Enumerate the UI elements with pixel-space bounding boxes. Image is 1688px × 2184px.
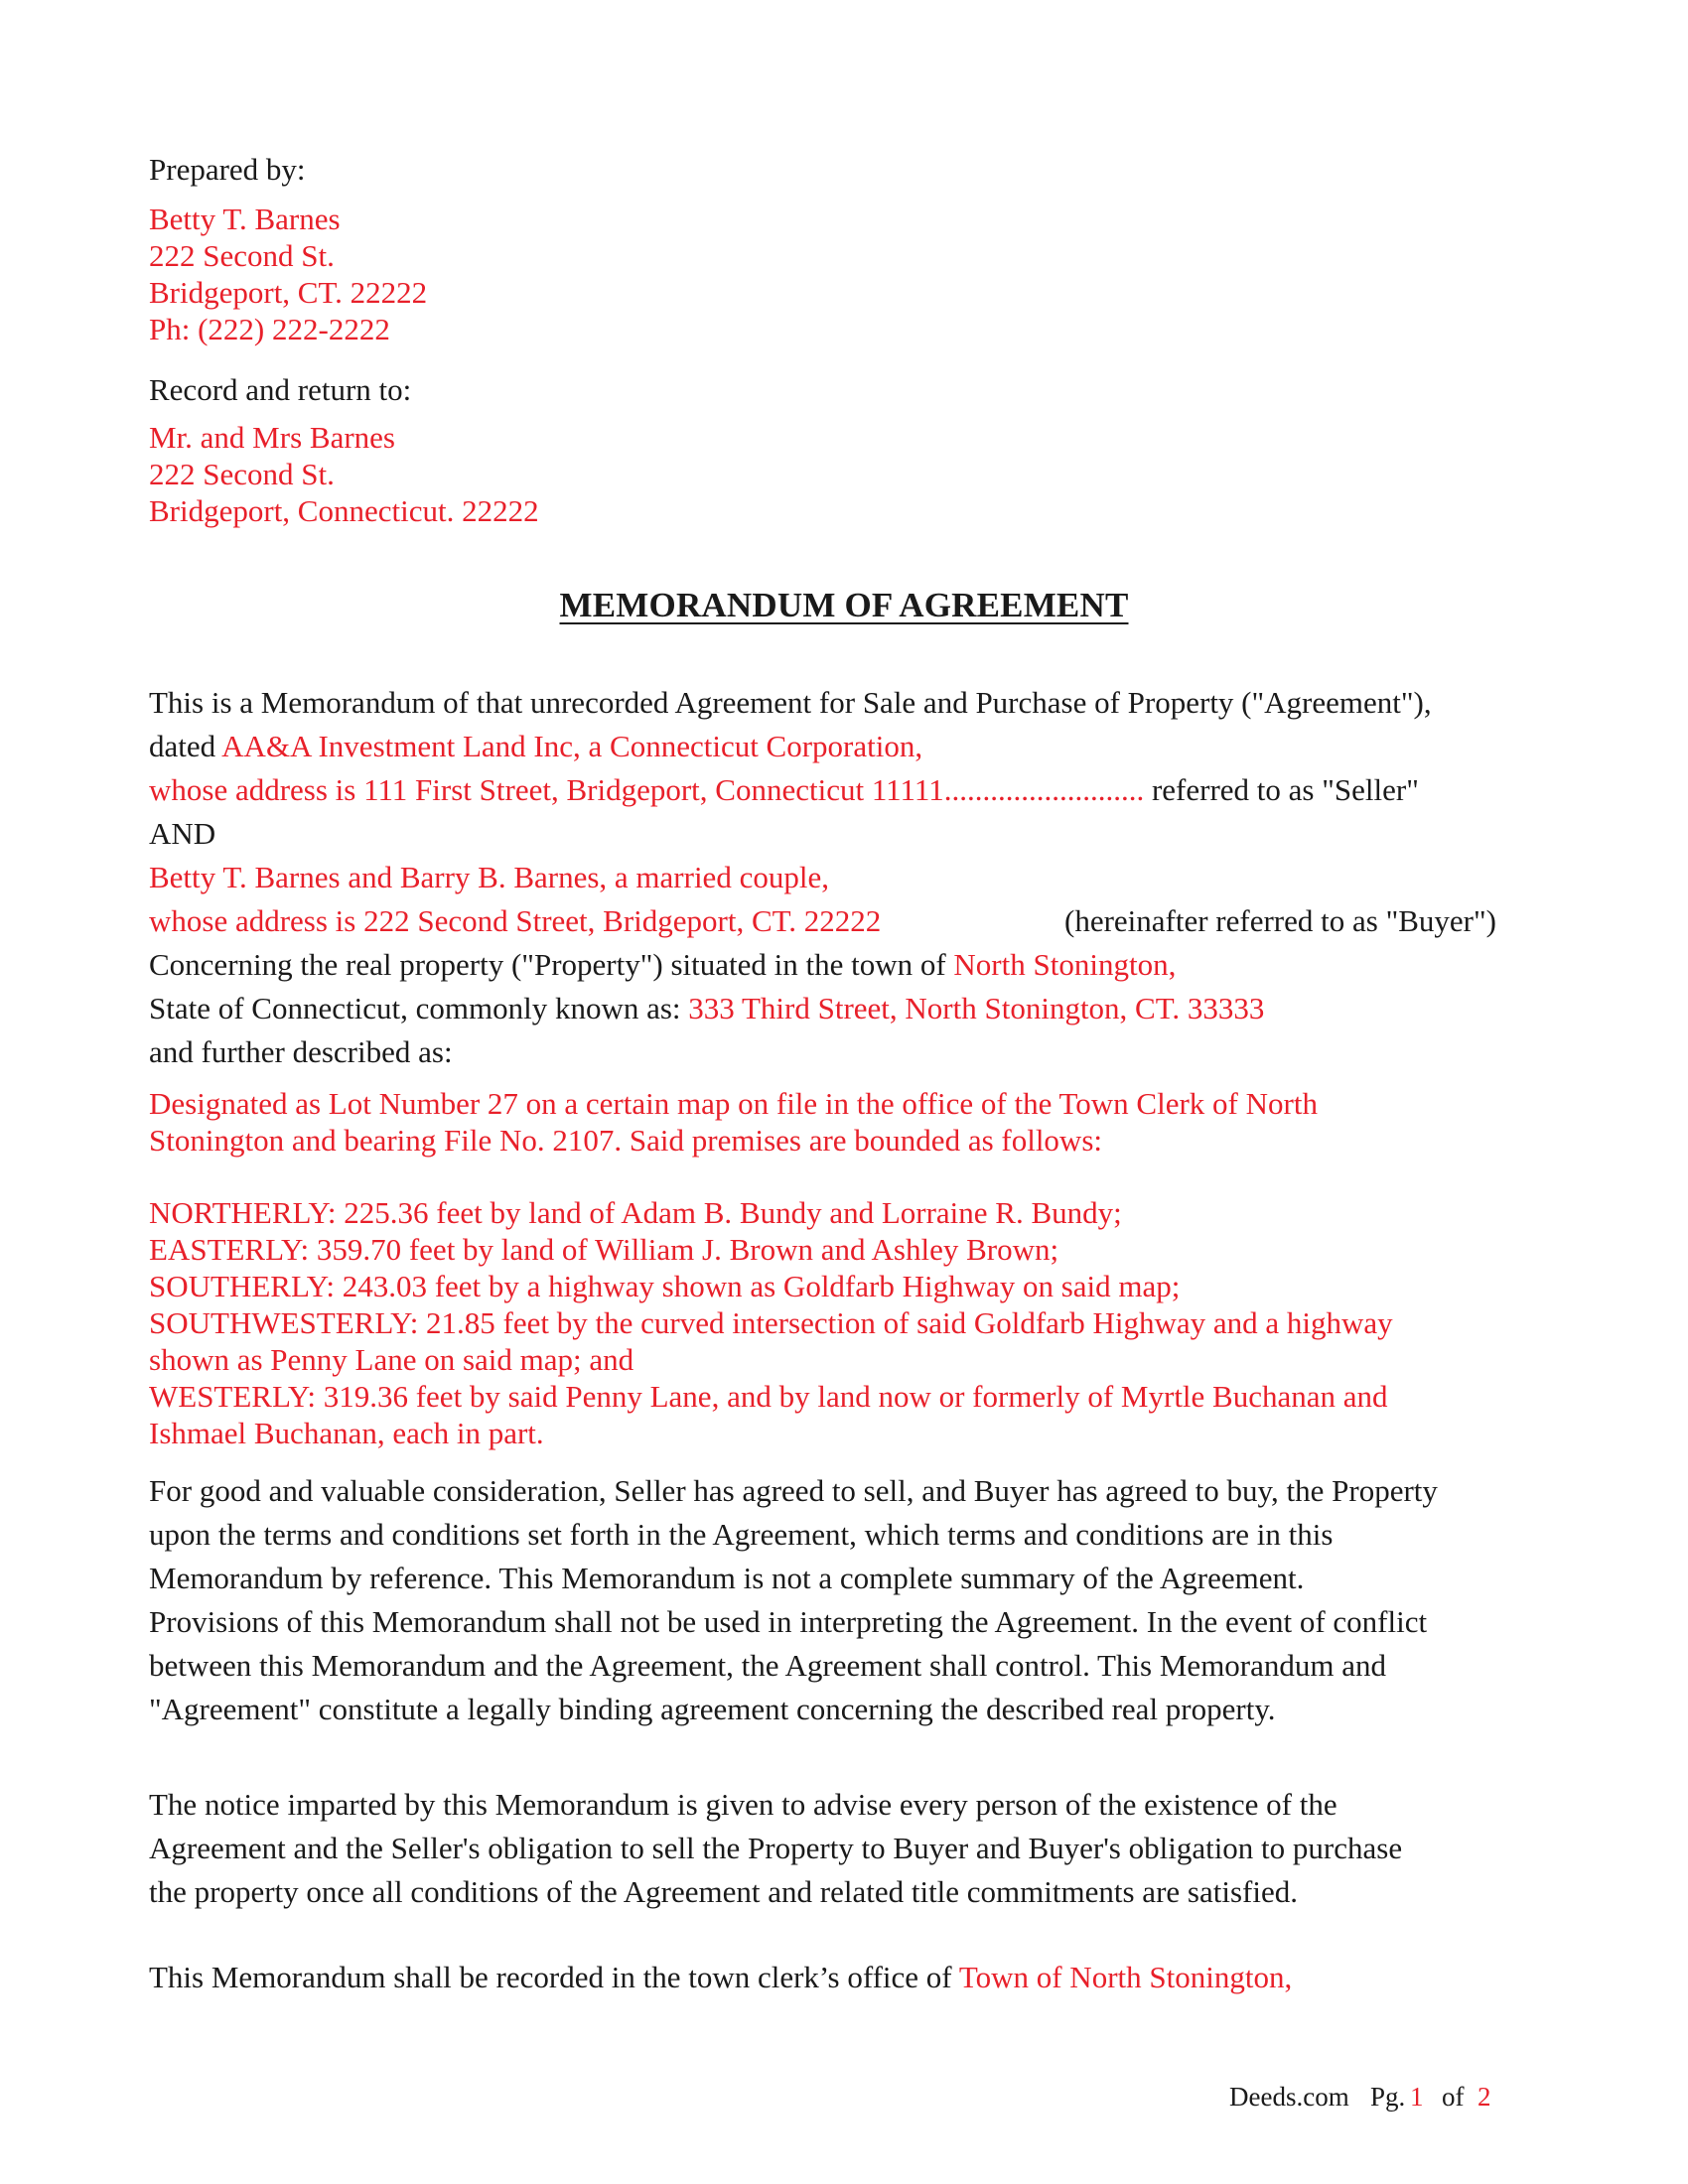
bound-line: NORTHERLY: 225.36 feet by land of Adam B. Bundy and Lorraine R. Bundy; [149,1195,1122,1230]
property-address: 333 Third Street, North Stonington, CT. 33333 [688,991,1265,1025]
paragraph-line: "Agreement" constitute a legally binding agreement concerning the described real property. [149,1692,1276,1726]
return-name: Mr. and Mrs Barnes [149,420,395,455]
return-city: Bridgeport, Connecticut. 22222 [149,493,539,528]
preparer-street: 222 Second St. [149,238,335,273]
bounds-list [149,1194,1393,1451]
paragraph-line: Memorandum by reference. This Memorandum is not a complete summary of the Agreement. [149,1561,1305,1595]
paragraph-line: the property once all conditions of the Agreement and related title commitments are satisfied. [149,1874,1298,1909]
preparer-block [149,201,427,347]
return-label: Record and return to: [149,372,412,407]
and-line: AND [149,816,216,851]
paragraph-line: Provisions of this Memorandum shall not be used in interpreting the Agreement. In the event of conflict [149,1604,1428,1639]
dated-label: dated [149,729,222,763]
seller-address: whose address is 111 First Street, Bridgeport, Connecticut 11111.......................... [149,772,1145,807]
paragraph-line: between this Memorandum and the Agreement, the Agreement shall control. This Memorandum and [149,1648,1387,1683]
bound-line: SOUTHWESTERLY: 21.85 feet by the curved intersection of said Goldfarb Highway and a highway [149,1305,1393,1340]
buyer-ref: (hereinafter referred to as "Buyer") [1064,903,1496,938]
bound-line: SOUTHERLY: 243.03 feet by a highway shown as Goldfarb Highway on said map; [149,1269,1181,1303]
return-to-block [149,419,539,529]
recording-town: Town of North Stonington, [958,1960,1293,1994]
buyer-name: Betty T. Barnes and Barry B. Barnes, a married couple, [149,860,829,894]
further-described: and further described as: [149,1034,453,1069]
intro-dated-line [149,728,922,764]
paragraph-line: The notice imparted by this Memorandum is given to advise every person of the existence of the [149,1787,1337,1822]
footer-page-number: 1 [1410,2082,1424,2112]
legal-description [149,1085,1318,1159]
preparer-city: Bridgeport, CT. 22222 [149,275,428,310]
bound-line: shown as Penny Lane on said map; and [149,1342,634,1377]
preparer-name: Betty T. Barnes [149,202,341,236]
preparer-phone: Ph: (222) 222-2222 [149,312,390,346]
footer-page-total: 2 [1477,2082,1491,2112]
bound-line: WESTERLY: 319.36 feet by said Penny Lane, and by land now or formerly of Myrtle Buchanan and [149,1379,1388,1414]
intro-line1: This is a Memorandum of that unrecorded Agreement for Sale and Purchase of Property ("Agreement"), [149,685,1432,720]
consideration-paragraph [149,1469,1438,1731]
return-street: 222 Second St. [149,457,335,491]
paragraph-line: upon the terms and conditions set forth in the Agreement, which terms and conditions are in this [149,1517,1334,1552]
paragraph-line: For good and valuable consideration, Seller has agreed to sell, and Buyer has agreed to buy, the Property [149,1473,1438,1508]
legal-line: Stonington and bearing File No. 2107. Said premises are bounded as follows: [149,1123,1103,1158]
seller-name: AA&A Investment Land Inc, a Connecticut Corporation, [221,729,923,763]
property-address-line [149,990,1264,1026]
bound-line: Ishmael Buchanan, each in part. [149,1416,544,1450]
buyer-address: whose address is 222 Second Street, Bridgeport, CT. 22222 [149,903,882,938]
footer-page-label: Pg. [1370,2082,1406,2112]
notice-paragraph [149,1783,1402,1914]
seller-ref: referred to as "Seller" [1144,772,1419,807]
footer-site: Deeds.com [1229,2082,1349,2112]
property-town: North Stonington, [953,947,1177,982]
seller-address-line [149,771,1419,808]
property-town-line [149,946,1176,983]
property-lead: Concerning the real property ("Property") situated in the town of [149,947,954,982]
recording-line [149,1959,1292,1995]
prepared-by-label: Prepared by: [149,152,306,187]
document-title: MEMORANDUM OF AGREEMENT [559,586,1129,624]
footer-of-label: of [1442,2082,1465,2112]
state-lead: State of Connecticut, commonly known as: [149,991,689,1025]
bound-line: EASTERLY: 359.70 feet by land of William J. Brown and Ashley Brown; [149,1232,1059,1267]
paragraph-line: Agreement and the Seller's obligation to sell the Property to Buyer and Buyer's obligation to purchase [149,1831,1403,1865]
recording-lead: This Memorandum shall be recorded in the town clerk’s office of [149,1960,959,1994]
legal-line: Designated as Lot Number 27 on a certain map on file in the office of the Town Clerk of North [149,1086,1318,1121]
